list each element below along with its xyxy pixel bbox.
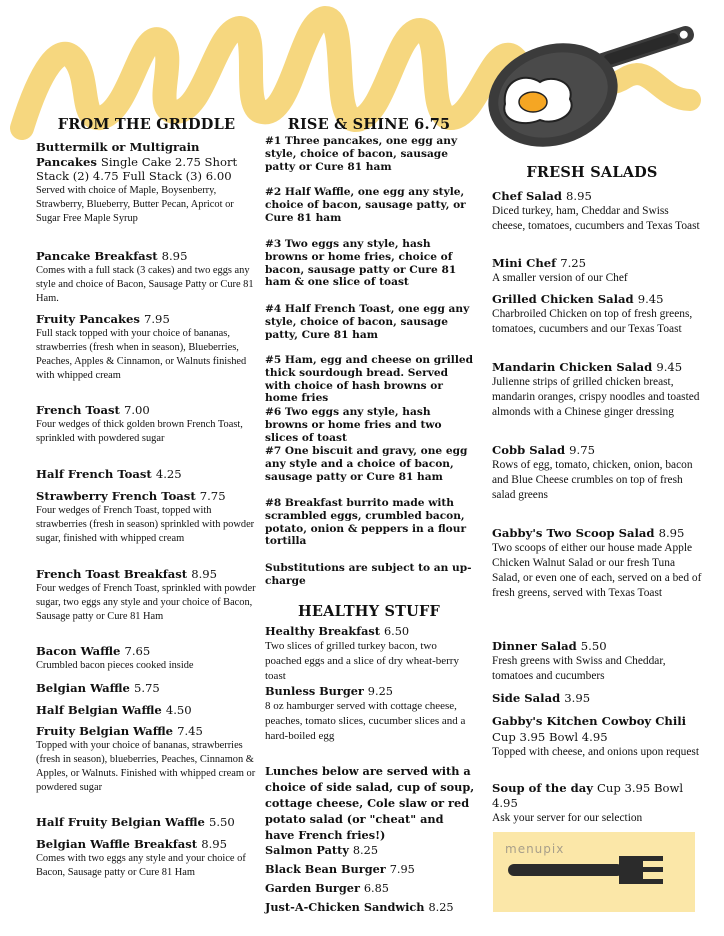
item-price: 3.95 xyxy=(564,691,591,705)
item-price: 9.45 xyxy=(656,360,683,374)
item-price: 8.95 xyxy=(566,189,592,203)
item-description: Served with choice of Maple, Boysenberry, Strawberry, Blueberry, Butter Pecan, Apricot or Sugar Free Maple Syrup xyxy=(36,184,234,224)
item-description: Four wedges of French Toast, sprinkled with powder sugar, two eggs any style and your choice of Bacon, Sausage patty or Cure 81 Ham xyxy=(36,583,256,622)
menu-item xyxy=(492,360,702,420)
item-description: Topped with your choice of bananas, strawberries (fresh in season), blueberries, Peaches, Cinnamon & Apples, or Walnuts. Finished with whipped cream or powdered sugar xyxy=(36,740,256,793)
item-price: 5.50 xyxy=(208,815,235,829)
menu-item xyxy=(492,526,702,601)
item-price: 8.25 xyxy=(352,844,379,857)
menu-item xyxy=(36,140,258,226)
item-price: Cup 3.95 Bowl 4.95 xyxy=(492,781,684,810)
item-description: Comes with a full stack (3 cakes) and two eggs any style and choice of Bacon, Sausage Patty or Cure 81 Ham. xyxy=(36,265,254,304)
menu-item xyxy=(36,489,258,546)
menu-item xyxy=(36,567,258,624)
menu-item xyxy=(492,292,702,337)
menu-item xyxy=(492,639,702,684)
item-description: Rows of egg, tomato, chicken, onion, bacon and Blue Cheese crumbles on top of fresh salad greens xyxy=(492,459,693,501)
item-description: Crumbled bacon pieces cooked inside xyxy=(36,660,194,671)
menu-item xyxy=(265,624,475,683)
menu-item xyxy=(492,189,702,234)
item-name: Half French Toast xyxy=(36,467,152,481)
item-name: Garden Burger xyxy=(265,881,360,895)
item-name: Pancake Breakfast xyxy=(36,249,158,263)
item-price: 8.95 xyxy=(201,837,228,851)
menu-item xyxy=(265,900,475,915)
menu-item xyxy=(36,467,258,482)
item-name: Half Belgian Waffle xyxy=(36,703,162,717)
item-description: Full stack topped with your choice of bananas, strawberries (fresh when in season), Blueberries, Peaches, Apples & Cinnamon, or Walnuts finished with whipped cream xyxy=(36,328,247,381)
item-name: Buttermilk or Multigrain Pancakes xyxy=(36,140,200,169)
menu-item xyxy=(265,881,475,896)
menu-item xyxy=(36,644,258,673)
item-name: Strawberry French Toast xyxy=(36,489,196,503)
item-name: Healthy Breakfast xyxy=(265,624,380,638)
item-price: 4.50 xyxy=(165,703,192,717)
item-description: Charbroiled Chicken on top of fresh greens, tomatoes, cucumbers and our Texas Toast xyxy=(492,308,693,335)
item-name: Grilled Chicken Salad xyxy=(492,292,634,306)
lunch-note: Lunches below are served with a choice of side salad, cup of soup, cottage cheese, Cole slaw or red potato salad (or "cheat" and have French fries!) xyxy=(265,764,475,842)
menu-item xyxy=(36,403,258,446)
menu-item xyxy=(36,703,258,718)
menu-item xyxy=(492,256,702,286)
item-price: 8.95 xyxy=(161,249,188,263)
item-name: Salmon Patty xyxy=(265,843,349,857)
item-price: Single Cake 2.75 Short Stack (2) 4.75 Full Stack (3) 6.00 xyxy=(36,154,238,184)
menu-item xyxy=(36,681,258,696)
watermark: menupix xyxy=(505,842,565,856)
item-price: 4.25 xyxy=(155,467,182,481)
menu-item xyxy=(36,312,258,383)
item-price: 5.75 xyxy=(133,681,160,695)
item-name: French Toast Breakfast xyxy=(36,567,188,581)
item-description: Diced turkey, ham, Cheddar and Swiss cheese, tomatoes, cucumbers and Texas Toast xyxy=(492,205,700,232)
item-price: 6.50 xyxy=(383,625,410,638)
item-name: Soup of the day xyxy=(492,781,593,795)
item-description: Four wedges of thick golden brown French Toast, sprinkled with powdered sugar xyxy=(36,419,243,444)
item-price: 7.00 xyxy=(123,403,150,417)
item-description: Four wedges of French Toast, topped with strawberries (fresh in season) sprinkled with powder sugar, finished with whipped cream xyxy=(36,505,255,544)
combo-item: #6 Two eggs any style, hash browns or home fries and two slices of toast xyxy=(265,406,442,444)
menu-item xyxy=(36,837,258,880)
item-name: Gabby's Two Scoop Salad xyxy=(492,526,655,540)
item-description: Topped with cheese, and onions upon request xyxy=(492,746,700,758)
item-name: French Toast xyxy=(36,403,120,417)
item-price: 7.95 xyxy=(389,863,415,876)
item-description: Comes with two eggs any style and your choice of Bacon, Sausage patty or Cure 81 Ham xyxy=(36,853,246,878)
menu-item xyxy=(492,781,702,826)
item-name: Fruity Pancakes xyxy=(36,312,140,326)
item-price: 8.95 xyxy=(658,526,685,540)
item-price: 8.25 xyxy=(428,901,454,914)
item-price: 7.45 xyxy=(177,724,203,738)
item-price: 7.75 xyxy=(199,489,226,503)
menu-item xyxy=(492,443,702,503)
item-name: Just-A-Chicken Sandwich xyxy=(265,900,425,914)
item-description: Two slices of grilled turkey bacon, two poached eggs and a slice of dry wheat-berry toast xyxy=(265,640,459,682)
combo-item: #2 Half Waffle, one egg any style, choice of bacon, sausage patty, or Cure 81 ham xyxy=(265,186,466,224)
item-price: Cup 3.95 Bowl 4.95 xyxy=(492,730,608,744)
combo-item: #8 Breakfast burrito made with scrambled eggs, crumbled bacon, potato, onion & peppers in a flour tortilla xyxy=(265,497,467,548)
menu-item xyxy=(36,249,258,306)
item-name: Belgian Waffle Breakfast xyxy=(36,837,198,851)
item-price: 7.25 xyxy=(560,256,587,270)
combo-item: #1 Three pancakes, one egg any style, choice of bacon, sausage patty or Cure 81 ham xyxy=(265,135,458,173)
combo-item: #3 Two eggs any style, hash browns or home fries, choice of bacon, sausage patty or Cure 81 ham & one slice of toast xyxy=(265,238,457,289)
menu-item xyxy=(265,862,475,877)
griddle-heading: FROM THE GRIDDLE xyxy=(57,116,236,133)
menu-item xyxy=(492,713,702,760)
item-name: Mandarin Chicken Salad xyxy=(492,360,653,374)
item-name: Gabby's Kitchen Cowboy Chili xyxy=(492,714,687,728)
item-name: Black Bean Burger xyxy=(265,862,386,876)
item-name: Belgian Waffle xyxy=(36,681,130,695)
menu-item xyxy=(492,691,702,706)
item-name: Chef Salad xyxy=(492,189,562,203)
item-price: 8.95 xyxy=(191,567,218,581)
item-price: 5.50 xyxy=(580,639,607,653)
item-name: Bunless Burger xyxy=(265,684,364,698)
item-price: 6.85 xyxy=(363,882,389,895)
item-description: Two scoops of either our house made Apple Chicken Walnut Salad or our fresh Tuna Salad, or even one of each, served on a bed of fresh greens, served with Texas Toast xyxy=(492,542,702,599)
item-name: Fruity Belgian Waffle xyxy=(36,724,174,738)
menu-item xyxy=(36,815,258,830)
item-name: Mini Chef xyxy=(492,256,557,270)
item-description: Fresh greens with Swiss and Cheddar, tomatoes and cucumbers xyxy=(492,655,666,682)
item-name: Bacon Waffle xyxy=(36,644,121,658)
menu-item xyxy=(265,684,475,743)
healthy-heading: HEALTHY STUFF xyxy=(298,603,440,620)
combo-item: #5 Ham, egg and cheese on grilled thick sourdough bread. Served with choice of hash browns or home fries xyxy=(265,354,473,405)
item-price: 9.25 xyxy=(367,685,393,698)
item-price: 9.45 xyxy=(637,292,664,306)
item-description: 8 oz hamburger served with cottage cheese, peaches, tomato slices, cucumber slices and a hard-boiled egg xyxy=(265,700,466,742)
rise-heading: RISE & SHINE 6.75 xyxy=(287,116,451,133)
combo-item: #4 Half French Toast, one egg any style, choice of bacon, sausage patty, Cure 81 ham xyxy=(265,303,470,341)
salads-heading: FRESH SALADS xyxy=(526,164,658,181)
menu-item xyxy=(265,843,475,858)
item-name: Side Salad xyxy=(492,691,561,705)
combo-item: #7 One biscuit and gravy, one egg any style and a choice of bacon, sausage patty or Cure 81 ham xyxy=(265,445,468,483)
item-description: Ask your server for our selection xyxy=(492,812,643,824)
menu-item xyxy=(36,724,258,795)
item-price: 7.95 xyxy=(144,312,170,326)
item-price: 9.75 xyxy=(569,443,595,457)
item-name: Half Fruity Belgian Waffle xyxy=(36,815,205,829)
item-description: Julienne strips of grilled chicken breast, mandarin oranges, crispy noodles and toasted almonds with a Chinese ginger dressing xyxy=(492,376,700,418)
item-name: Cobb Salad xyxy=(492,443,566,457)
item-description: A smaller version of our Chef xyxy=(492,272,628,284)
substitution-note: Substitutions are subject to an up-charge xyxy=(265,562,472,587)
item-name: Dinner Salad xyxy=(492,639,577,653)
item-price: 7.65 xyxy=(124,644,151,658)
